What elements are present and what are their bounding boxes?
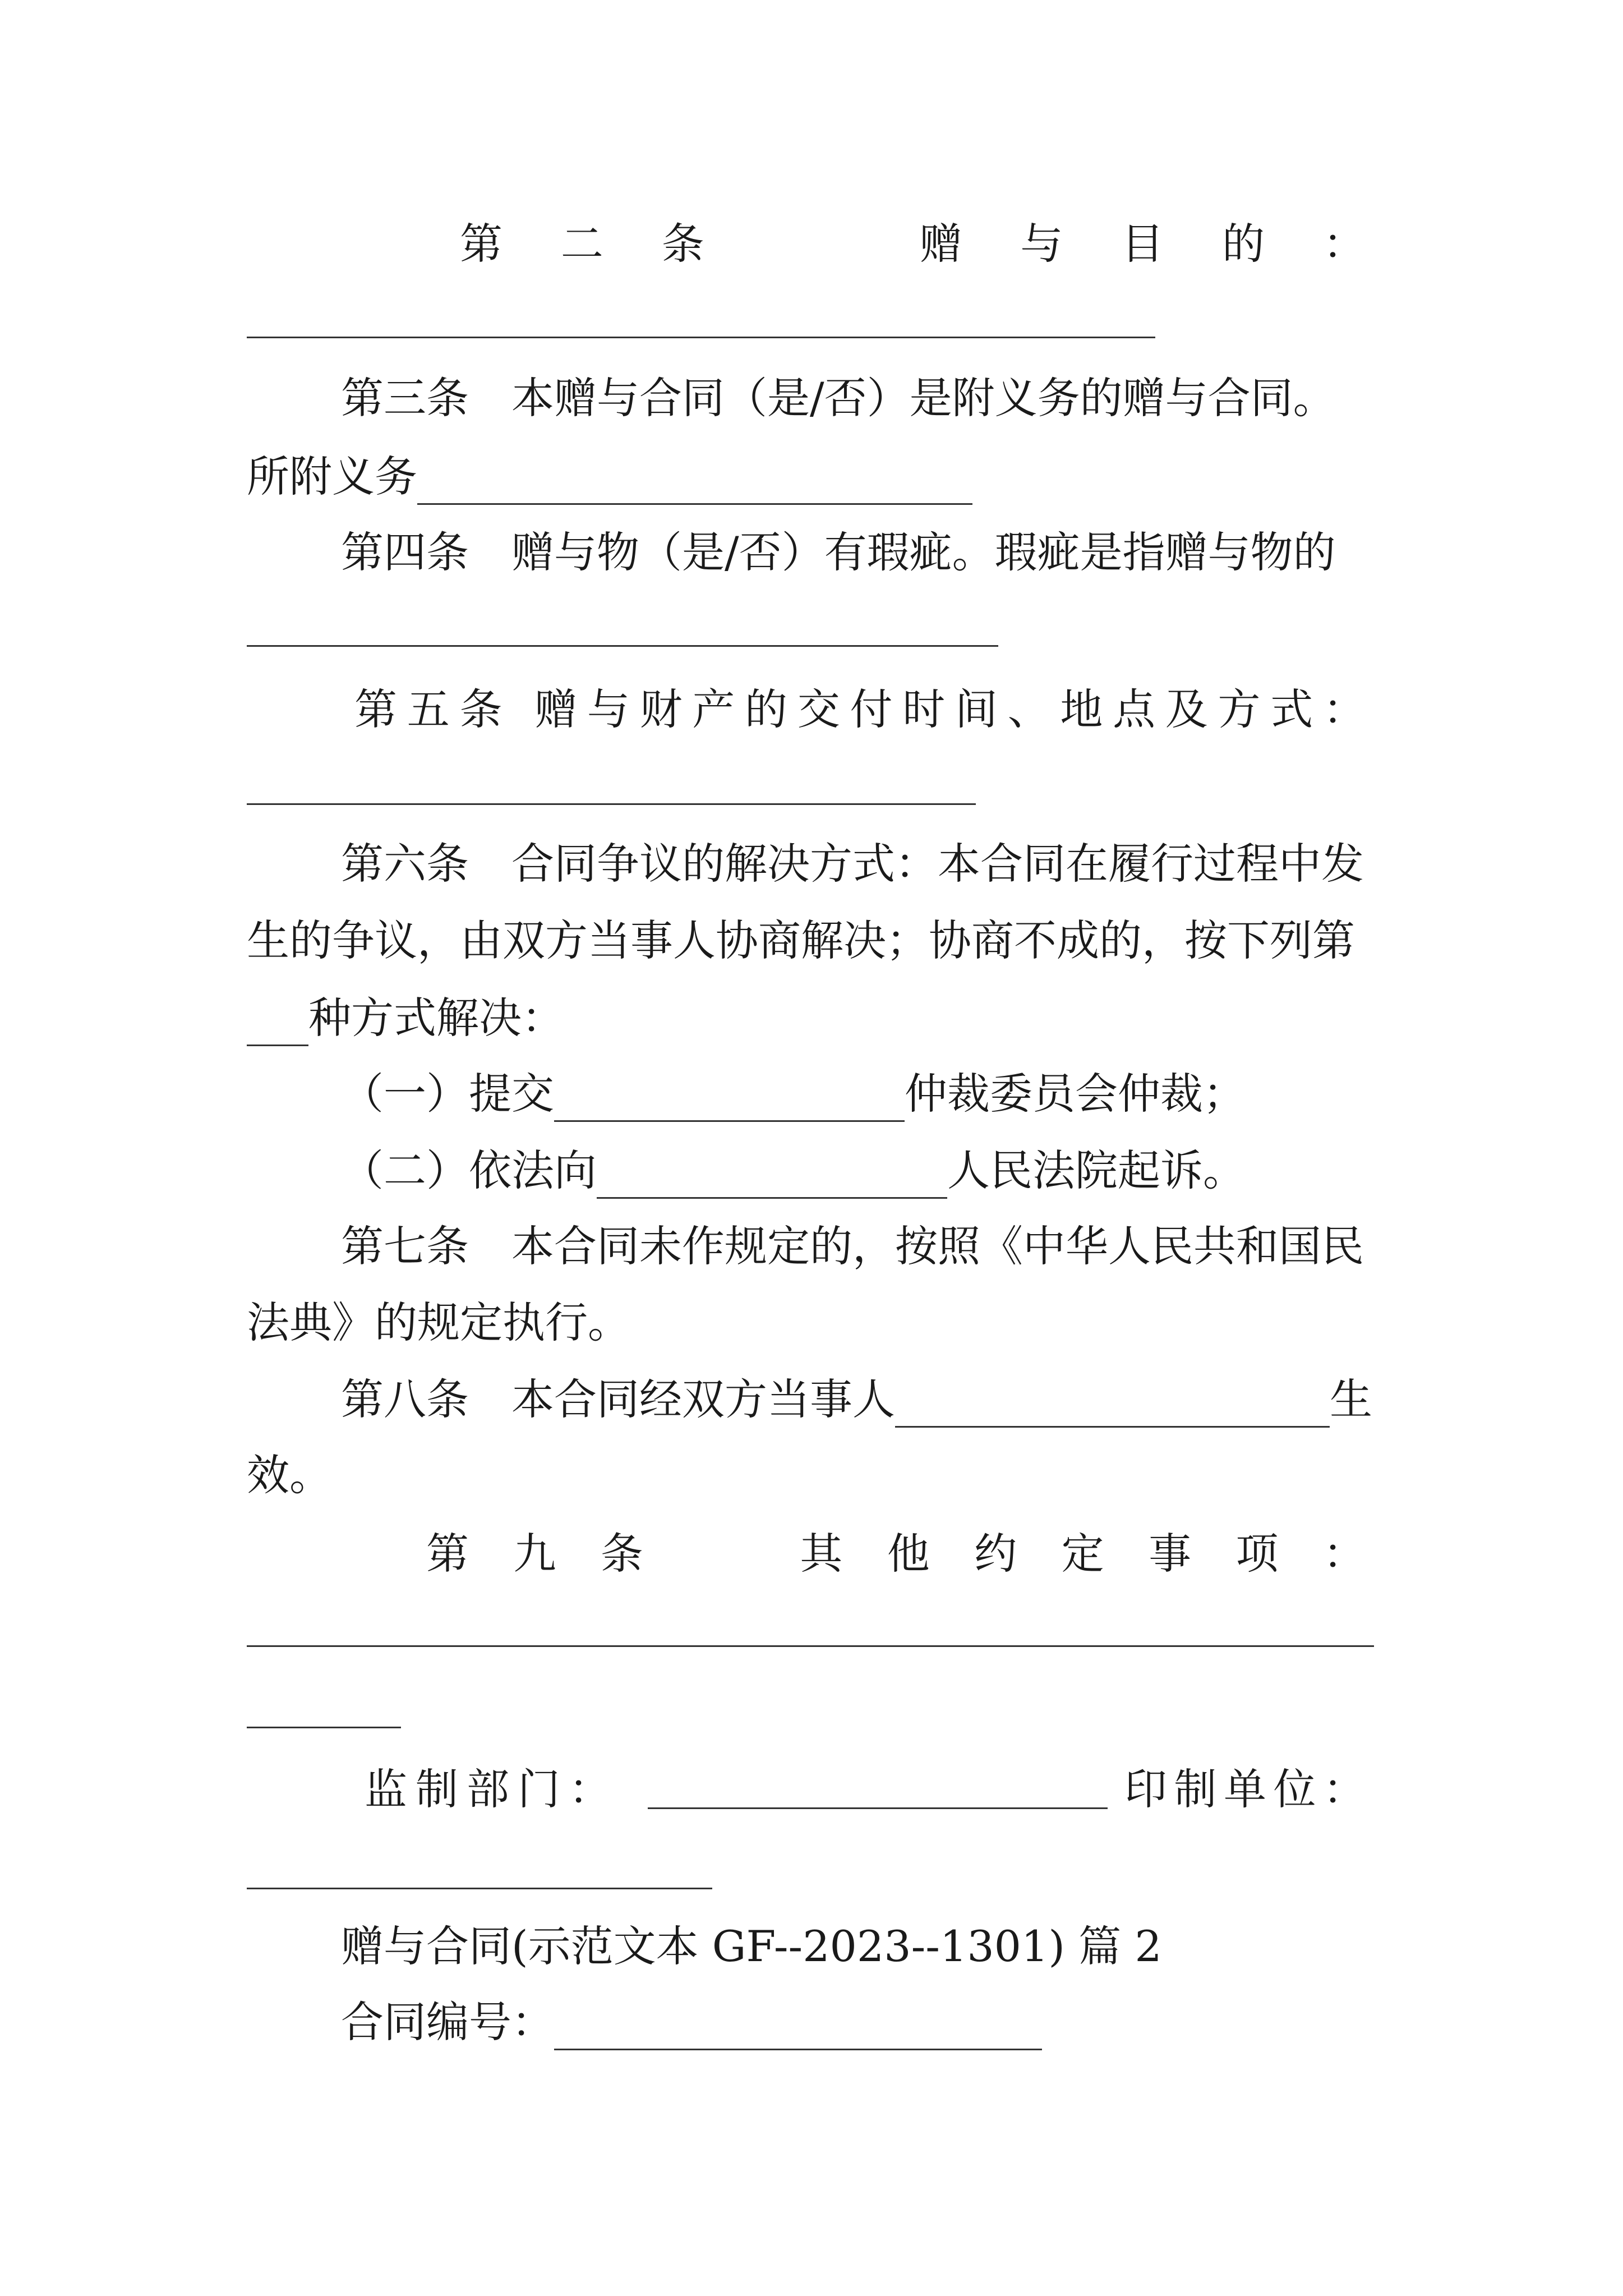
supervisor-blank[interactable] xyxy=(648,1807,1108,1809)
article6-line2: 生的争议，由双方当事人协商解决；协商不成的，按下列第 xyxy=(247,915,1355,965)
article5-char: 方 xyxy=(1218,684,1261,734)
article5-char: 及 xyxy=(1165,684,1208,734)
article6-option2 xyxy=(341,1143,1246,1199)
supervisor-char: 部 xyxy=(467,1764,509,1814)
article9-heading xyxy=(426,1526,1366,1582)
supervisor-char: 制 xyxy=(416,1764,458,1814)
article2-char: 条 xyxy=(661,219,704,269)
article5-blank[interactable] xyxy=(247,803,976,805)
article9-char: ： xyxy=(1322,1529,1366,1579)
article2-char: 第 xyxy=(460,219,502,269)
article6-line3 xyxy=(247,990,564,1046)
article6-line1: 第六条 合同争议的解决方式：本合同在履行过程中发 xyxy=(341,839,1364,889)
article9-char: 第 xyxy=(426,1529,469,1579)
article5-char: 条 xyxy=(459,684,502,734)
article6-method-label: 种方式解决： xyxy=(308,993,564,1043)
option2-prefix: （二）依法向 xyxy=(341,1145,597,1195)
printer-char: 制 xyxy=(1174,1764,1217,1814)
supervisor-char: 门 xyxy=(518,1764,560,1814)
part2-title: 赠与合同(示范文本 GF--2023--1301) 篇 2 xyxy=(341,1921,1162,1971)
printer-char: 单 xyxy=(1224,1764,1266,1814)
printer-char: 位 xyxy=(1273,1764,1316,1814)
option2-suffix: 人民法院起诉。 xyxy=(947,1145,1246,1195)
contract-number-row xyxy=(341,1994,1042,2050)
article2-char: 的 xyxy=(1222,219,1265,269)
article5-char: 地 xyxy=(1060,684,1103,734)
article4-line1: 第四条 赠与物（是/否）有瑕疵。瑕疵是指赠与物的 xyxy=(341,527,1336,577)
article8-prefix: 第八条 本合同经双方当事人 xyxy=(341,1374,895,1424)
article5-char: 五 xyxy=(407,684,450,734)
article5-char: 财 xyxy=(639,684,683,734)
article9-blank-line1[interactable] xyxy=(247,1645,1374,1647)
printer-char: ： xyxy=(1323,1764,1366,1814)
article2-char: 二 xyxy=(560,219,603,269)
article6-method-blank[interactable] xyxy=(247,999,308,1046)
court-blank[interactable] xyxy=(597,1151,947,1199)
article3-obligation-label: 所附义务 xyxy=(247,452,417,501)
article7-line1: 第七条 本合同未作规定的，按照《中华人民共和国民 xyxy=(341,1221,1364,1271)
article9-char: 事 xyxy=(1149,1529,1192,1579)
contract-number-blank[interactable] xyxy=(554,2003,1042,2050)
article2-char: 与 xyxy=(1020,219,1063,269)
article8-suffix: 生 xyxy=(1330,1374,1372,1424)
article5-char: ： xyxy=(1322,684,1366,734)
article5-char: 、 xyxy=(1007,684,1050,734)
article5-char: 式 xyxy=(1270,684,1313,734)
article9-char: 项 xyxy=(1235,1529,1279,1579)
article8-effective-blank[interactable] xyxy=(895,1380,1330,1428)
article9-char: 约 xyxy=(974,1529,1017,1579)
article2-blank[interactable] xyxy=(247,337,1155,338)
option1-suffix: 仲裁委员会仲裁； xyxy=(905,1069,1246,1119)
article5-char: 产 xyxy=(692,684,735,734)
article7-line2: 法典》的规定执行。 xyxy=(247,1297,630,1347)
article9-char: 定 xyxy=(1061,1529,1104,1579)
printer-label xyxy=(1124,1761,1366,1818)
article6-option1 xyxy=(341,1066,1246,1122)
article4-blank[interactable] xyxy=(247,645,998,647)
article9-char: 条 xyxy=(600,1529,643,1579)
option1-prefix: （一）提交 xyxy=(341,1069,554,1119)
supervisor-char: 监 xyxy=(365,1764,407,1814)
printer-blank[interactable] xyxy=(247,1888,712,1889)
article5-char: 付 xyxy=(850,684,893,734)
article9-char: 九 xyxy=(513,1529,556,1579)
article9-char: 其 xyxy=(800,1529,843,1579)
article3-line2 xyxy=(247,449,972,505)
article5-char: 赠 xyxy=(534,684,578,734)
article2-heading xyxy=(460,216,1366,272)
arbitration-commission-blank[interactable] xyxy=(554,1074,905,1122)
article5-heading xyxy=(354,682,1366,738)
article5-char: 时 xyxy=(902,684,946,734)
contract-number-label: 合同编号： xyxy=(341,1997,554,2047)
article9-char: 他 xyxy=(887,1529,930,1579)
article2-char: 目 xyxy=(1121,219,1164,269)
article8-line2: 效。 xyxy=(247,1450,332,1500)
article5-char: 的 xyxy=(745,684,788,734)
article2-char: ： xyxy=(1322,219,1366,269)
article5-char: 点 xyxy=(1113,684,1156,734)
supervisor-char: ： xyxy=(569,1764,611,1814)
article3-line1: 第三条 本赠与合同（是/否）是附义务的赠与合同。 xyxy=(341,373,1336,423)
supervisor-label xyxy=(365,1761,611,1818)
printer-char: 印 xyxy=(1124,1764,1167,1814)
article5-char: 间 xyxy=(955,684,998,734)
article8-line1 xyxy=(341,1372,1372,1428)
article5-char: 与 xyxy=(587,684,630,734)
article2-char: 赠 xyxy=(919,219,962,269)
article9-blank-line2[interactable] xyxy=(247,1727,401,1728)
article3-obligation-blank[interactable] xyxy=(417,457,972,505)
article5-char: 交 xyxy=(797,684,840,734)
article5-char: 第 xyxy=(354,684,397,734)
